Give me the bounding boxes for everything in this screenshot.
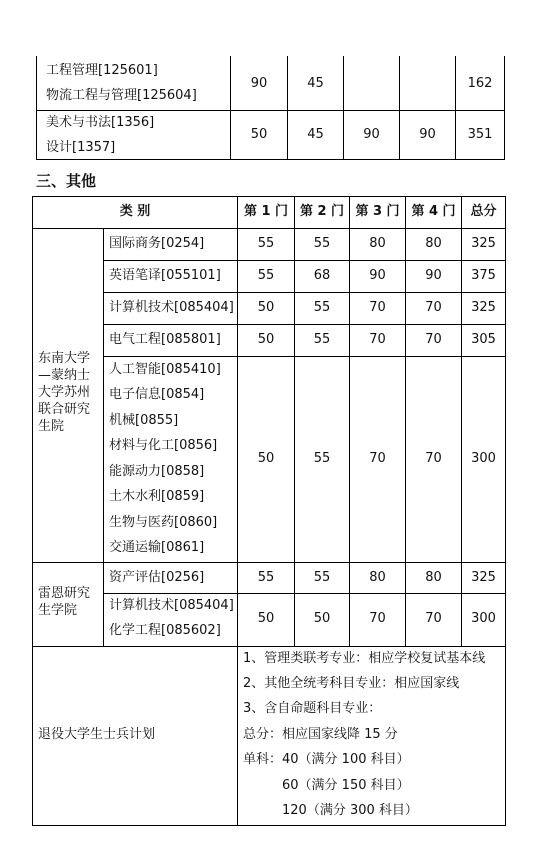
header-subject-2: 第 2 门: [299, 204, 345, 219]
major-label: 物流工程与管理[125604]: [46, 88, 197, 103]
major-label: 英语笔译[055101]: [109, 268, 221, 283]
score-cell: 70: [425, 300, 442, 315]
veteran-plan-label: 退役大学生士兵计划: [38, 727, 156, 742]
score-cell: 50: [257, 611, 275, 626]
total-cell: 325: [471, 570, 496, 585]
score-cell: 70: [425, 451, 442, 466]
policy-note: 总分：相应国家线降 15 分: [243, 727, 398, 742]
score-cell: 90: [369, 268, 386, 283]
score-cell: 50: [257, 300, 275, 315]
major-label: 计算机技术[085404]: [109, 598, 234, 613]
major-label: 材料与化工[0856]: [109, 438, 218, 453]
section-title: 三、其他: [36, 172, 97, 190]
score-cell: 90: [425, 268, 442, 283]
score-cell: 50: [250, 127, 268, 142]
major-label: 电子信息[0854]: [109, 387, 205, 402]
policy-note: 3、含自命题科目专业：: [243, 701, 382, 716]
major-label: 设计[1357]: [46, 140, 116, 155]
policy-note: 120（满分 300 科目）: [282, 803, 418, 818]
score-cell: 70: [369, 451, 386, 466]
major-label: 能源动力[0858]: [109, 464, 205, 479]
score-cell: 45: [307, 127, 324, 142]
score-cell: 80: [425, 236, 442, 251]
header-category: 类 别: [119, 204, 151, 219]
major-label: 工程管理[125601]: [46, 63, 158, 78]
major-label: 机械[0855]: [109, 413, 179, 428]
total-cell: 351: [467, 127, 493, 142]
score-cell: 80: [425, 570, 442, 585]
score-cell: 80: [369, 570, 386, 585]
score-cell: 90: [250, 76, 268, 91]
score-cell: 50: [257, 332, 275, 347]
score-cell: 68: [313, 268, 331, 283]
major-label: 土木水利[0859]: [109, 489, 205, 504]
total-cell: 162: [467, 76, 493, 91]
policy-note: 2、其他全统考科目专业：相应国家线: [243, 676, 460, 691]
total-cell: 300: [471, 451, 496, 466]
score-cell: 70: [425, 611, 442, 626]
score-cell: 55: [257, 570, 275, 585]
policy-note: 1、管理类联考专业：相应学校复试基本线: [243, 651, 486, 666]
total-cell: 375: [471, 268, 496, 283]
score-cell: 90: [419, 127, 436, 142]
score-cell: 55: [257, 268, 275, 283]
score-cell: 55: [313, 332, 331, 347]
score-cell: 55: [257, 236, 275, 251]
total-cell: 325: [471, 236, 496, 251]
score-cell: 55: [313, 570, 331, 585]
score-cell: 70: [369, 332, 386, 347]
score-cell: 70: [369, 300, 386, 315]
major-label: 人工智能[085410]: [109, 362, 221, 377]
major-label: 电气工程[085801]: [109, 332, 221, 347]
major-label: 计算机技术[085404]: [109, 300, 234, 315]
score-cell: 80: [369, 236, 386, 251]
header-subject-4: 第 4 门: [411, 204, 456, 219]
score-cell: 50: [313, 611, 331, 626]
school-name: 雷恩研究生学院: [38, 586, 91, 618]
major-label: 资产评估[0256]: [109, 570, 205, 585]
header-total: 总分: [470, 204, 497, 219]
score-cell: 90: [363, 127, 380, 142]
policy-note: 单科：40（满分 100 科目）: [243, 752, 410, 767]
total-cell: 300: [471, 611, 496, 626]
policy-note: 60（满分 150 科目）: [282, 778, 410, 793]
major-label: 国际商务[0254]: [109, 236, 205, 251]
major-label: 美术与书法[1356]: [46, 115, 155, 130]
header-subject-3: 第 3 门: [355, 204, 400, 219]
major-label: 化学工程[085602]: [109, 623, 221, 638]
total-cell: 325: [471, 300, 496, 315]
total-cell: 305: [471, 332, 496, 347]
score-cell: 45: [307, 76, 324, 91]
major-label: 交通运输[0861]: [109, 540, 205, 555]
score-cell: 50: [257, 451, 275, 466]
score-cell: 70: [425, 332, 442, 347]
major-label: 生物与医药[0860]: [109, 515, 218, 530]
header-subject-1: 第 1 门: [243, 204, 289, 219]
score-cell: 55: [313, 236, 331, 251]
school-name: 东南大学—蒙纳士大学苏州联合研究生院: [38, 351, 91, 434]
score-cell: 55: [313, 300, 331, 315]
score-cell: 55: [313, 451, 331, 466]
score-cell: 70: [369, 611, 386, 626]
